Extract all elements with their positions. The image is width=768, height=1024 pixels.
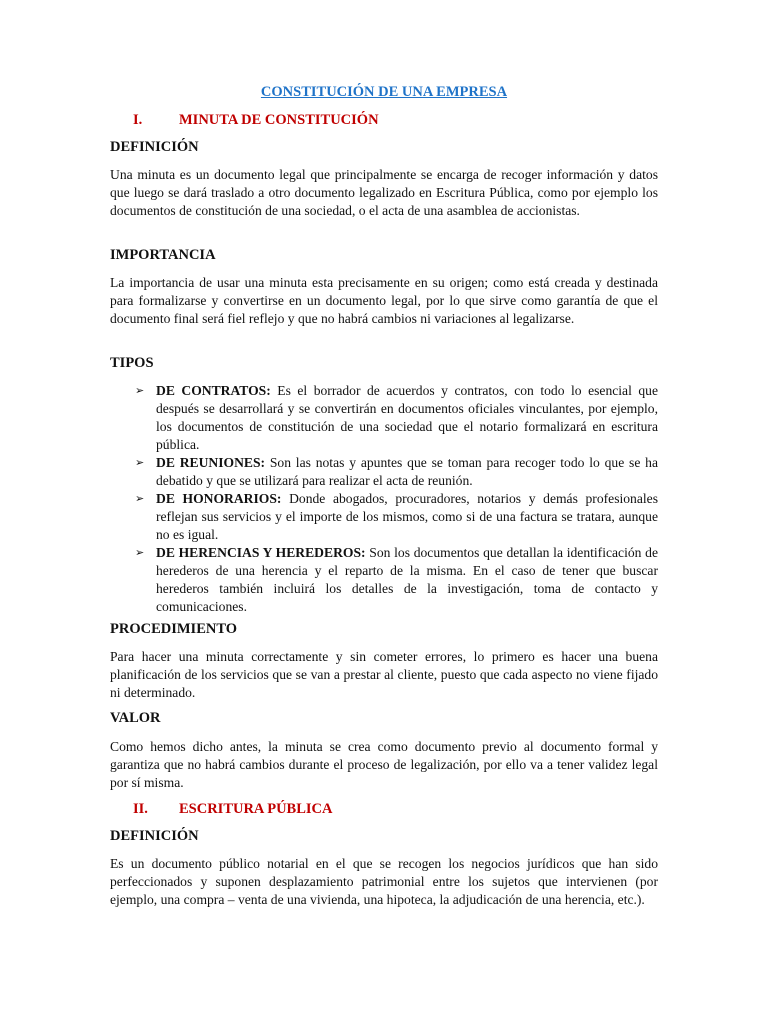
procedimiento-paragraph: Para hacer una minuta correctamente y sin cometer errores, lo primero es hacer una buena planificación de los servicios que se van a prestar al cliente, puesto que cada aspecto no viene fijado ni determinado.	[110, 649, 658, 700]
tipos-heading: TIPOS	[110, 355, 154, 371]
arrow-bullet-icon: ➢	[135, 457, 145, 469]
list-item	[135, 454, 658, 490]
list-item-text: Son los documentos que detallan la identificación de herederos de una herencia y el reparto de la misma. En el caso de tener que buscar herederos también incluirá los detalles de la investigación, toma de contacto y comunicaciones.	[156, 545, 658, 614]
valor-heading: VALOR	[110, 710, 161, 726]
list-item-text: Son las notas y apuntes que se toman para recoger todo lo que se ha debatido y que se utilizará para realizar el acta de reunión.	[156, 455, 658, 488]
procedimiento-heading: PROCEDIMIENTO	[110, 621, 238, 637]
arrow-bullet-icon: ➢	[135, 493, 145, 505]
valor-paragraph: Como hemos dicho antes, la minuta se crea como documento previo al documento formal y garantiza que no habrá cambios durante el proceso de legalización, por ello va a tener validez legal por sí misma.	[110, 739, 658, 790]
list-item	[135, 490, 658, 544]
definicion-paragraph: Una minuta es un documento legal que principalmente se encarga de recoger información y datos que luego se dará traslado a otro documento legalizado en Escritura Pública, como por ejemplo los documentos de constitución de una sociedad, o el acta de una asamblea de accionistas.	[110, 167, 658, 218]
list-item-term: DE HONORARIOS:	[156, 491, 282, 506]
section-title-2: ESCRITURA PÚBLICA	[179, 801, 333, 817]
list-item-term: DE REUNIONES:	[156, 455, 266, 470]
list-item	[135, 544, 658, 616]
list-item	[135, 382, 658, 454]
list-item-term: DE CONTRATOS:	[156, 383, 271, 398]
importancia-heading: IMPORTANCIA	[110, 247, 216, 263]
tipos-list	[135, 382, 658, 616]
document-title: CONSTITUCIÓN DE UNA EMPRESA	[260, 84, 508, 100]
section-number-1: I.	[133, 112, 143, 128]
definicion-heading-2: DEFINICIÓN	[110, 828, 199, 844]
section-number-2: II.	[133, 801, 148, 817]
list-item-term: DE HERENCIAS Y HEREDEROS:	[156, 545, 366, 560]
definicion-heading: DEFINICIÓN	[110, 139, 199, 155]
list-item-text: Donde abogados, procuradores, notarios y demás profesionales reflejan sus servicios y el importe de los mismos, como si de una factura se tratara, aunque no es igual.	[156, 491, 658, 542]
arrow-bullet-icon: ➢	[135, 385, 145, 397]
section-title-1: MINUTA DE CONSTITUCIÓN	[179, 112, 379, 128]
arrow-bullet-icon: ➢	[135, 547, 145, 559]
section-heading-2	[133, 801, 333, 818]
section-heading-1	[133, 112, 379, 129]
list-item-text: Es el borrador de acuerdos y contratos, con todo lo esencial que después se desarrollará y se convertirán en documentos oficiales vinculantes, por ejemplo, los documentos de constitución de una sociedad que el notario formalizará en escritura pública.	[156, 383, 658, 452]
importancia-paragraph: La importancia de usar una minuta esta precisamente en su origen; como está creada y destinada para formalizarse y convertirse en un documento legal, por lo que sirve como garantía de que el documento final será fiel reflejo y que no habrá cambios ni variaciones al legalizarse.	[110, 275, 658, 326]
definicion-paragraph-2: Es un documento público notarial en el que se recogen los negocios jurídicos que han sido perfeccionados y suponen desplazamiento patrimonial entre los sujetos que intervienen (por ejemplo, una compra – venta de una vivienda, una hipoteca, la adjudicación de una herencia, etc.).	[110, 856, 658, 907]
